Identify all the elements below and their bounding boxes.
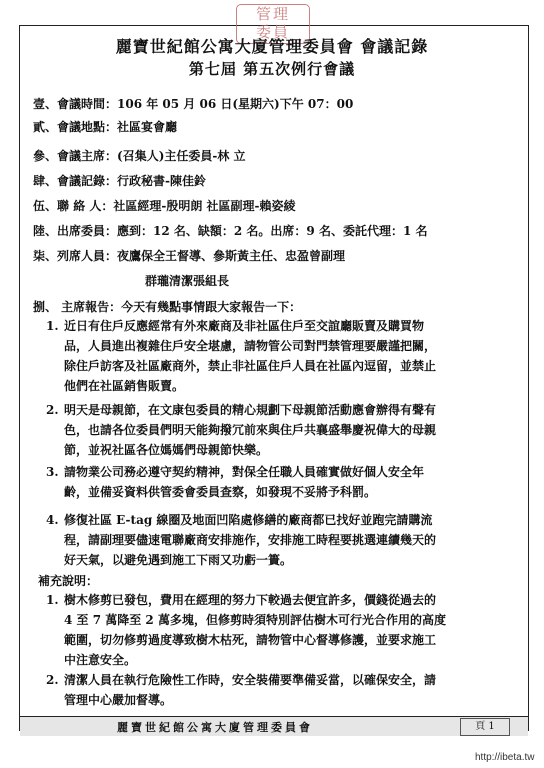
seal-line-1: 管理 — [255, 5, 290, 23]
info-label: 會議主席： — [57, 149, 118, 163]
site-watermark: http://ibeta.tw — [475, 752, 535, 763]
item-line: 4 至 7 萬降至 2 萬多塊，但修剪時須特別評估樹木可行光合作用的高度 — [64, 613, 446, 627]
item-line: 修復社區 E-tag 線圈及地面凹陷處修繕的廠商都已找好並跑完請購流 — [64, 513, 433, 527]
info-row — [33, 222, 428, 239]
item-number: 2. — [46, 673, 59, 687]
item-text — [64, 590, 446, 670]
item-line: 管理中心嚴加督導。 — [64, 693, 173, 707]
item-line: 明天是母親節，在文康包委員的精心規劃下母親節活動應會辦得有聲有 — [64, 403, 437, 417]
supplement-heading: 補充說明： — [38, 574, 99, 588]
info-label: 出席委員： — [57, 224, 118, 238]
info-value: 夜鷹保全王督導、參斯黃主任、忠盈曾副理 — [117, 249, 346, 263]
item-text — [64, 510, 436, 570]
info-label: 伍、 — [33, 199, 58, 213]
info-row — [33, 118, 177, 135]
info-value: (召集人)主任委員-林 立 — [117, 149, 246, 163]
item-text — [64, 670, 436, 710]
seal-line-2: 委員 — [255, 23, 290, 41]
chair-report-heading: 捌、 主席報告：今天有幾點事情跟大家報告一下： — [33, 300, 302, 314]
item-line: 好天氣，以避免遇到施工下雨又功虧一簣。 — [64, 553, 293, 567]
meeting-session: 第七屆 第五次例行會議 — [188, 60, 356, 78]
item-text — [64, 462, 424, 502]
item-text — [64, 316, 436, 396]
info-value: 106 年 05 月 06 日(星期六)下午 07：00 — [117, 97, 354, 111]
item-line: 清潔人員在執行危險性工作時，安全裝備要準備妥當，以確保安全，請 — [64, 673, 437, 687]
info-label: 參、 — [33, 149, 58, 163]
item-number: 2. — [46, 403, 59, 417]
info-row — [33, 247, 345, 264]
info-row — [33, 197, 296, 214]
item-number: 1. — [46, 319, 59, 333]
attendee-line-2: 群瓏清潔張組長 — [145, 274, 230, 288]
item-line: 色，也請各位委員們明天能夠撥冗前來與住戶共襄盛舉慶祝偉大的母親 — [64, 423, 437, 437]
info-label: 柒、 — [33, 249, 58, 263]
footer-org-name: 麗寶世紀館公寓大廈管理委員會 — [117, 721, 313, 734]
item-line: 中注意安全。 — [64, 653, 137, 667]
info-label: 列席人員： — [57, 249, 118, 263]
item-line: 除住戶訪客及社區廠商外，禁止非社區住戶人員在社區內逗留，並禁止 — [64, 359, 437, 373]
item-line: 齡，並備妥資料供管委會委員查察，如發現不妥將予科罰。 — [64, 485, 377, 499]
item-line: 程，請副理要儘速電聯廠商安排施作，安排施工時程要挑選連續幾天的 — [64, 533, 437, 547]
item-line: 範圍，切勿修剪過度導致樹木枯死，請物管中心督導修護，並要求施工 — [64, 633, 437, 647]
item-line: 品，人員進出複雜住戶安全堪慮，請物管公司對門禁管理要嚴謹把關， — [64, 339, 437, 353]
info-value: 社區經理-殷明朗 社區副理-賴姿綾 — [113, 199, 296, 213]
item-number: 3. — [46, 465, 59, 479]
item-line: 近日有住戶反應經常有外來廠商及非社區住戶至交誼廳販賣及購買物 — [64, 319, 425, 333]
info-label: 陸、 — [33, 224, 58, 238]
info-label: 壹、 — [33, 97, 58, 111]
info-label: 聯 絡 人： — [57, 199, 114, 213]
info-value: 社區宴會廳 — [117, 120, 178, 134]
info-label: 會議時間： — [57, 97, 118, 111]
info-label: 會議記錄： — [57, 174, 118, 188]
item-line: 請物業公司務必遵守契約精神，對保全任職人員確實做好個人安全年 — [64, 465, 425, 479]
item-line: 他們在社區銷售販賣。 — [64, 379, 185, 393]
item-line: 樹木修剪已發包，費用在經理的努力下較過去便宜許多，價錢從過去的 — [64, 593, 437, 607]
page-number: 頁 1 — [460, 718, 510, 736]
page-footer — [20, 716, 528, 736]
item-text — [64, 400, 436, 460]
info-label: 貳、 — [33, 120, 58, 134]
item-number: 4. — [46, 513, 59, 527]
info-label: 肆、 — [33, 174, 58, 188]
document-title: 麗寶世紀館公寓大廈管理委員會 會議記錄 — [115, 37, 429, 56]
item-line: 節，並祝社區各位媽媽們母親節快樂。 — [64, 443, 269, 457]
info-row — [33, 172, 206, 189]
item-number: 1. — [46, 593, 59, 607]
info-label: 會議地點： — [57, 120, 118, 134]
info-value: 應到：12 名、缺額：2 名。出席：9 名、委託代理：1 名 — [117, 224, 428, 238]
info-row — [33, 95, 353, 112]
info-row — [33, 147, 246, 164]
info-value: 行政秘書-陳佳鈴 — [117, 174, 207, 188]
